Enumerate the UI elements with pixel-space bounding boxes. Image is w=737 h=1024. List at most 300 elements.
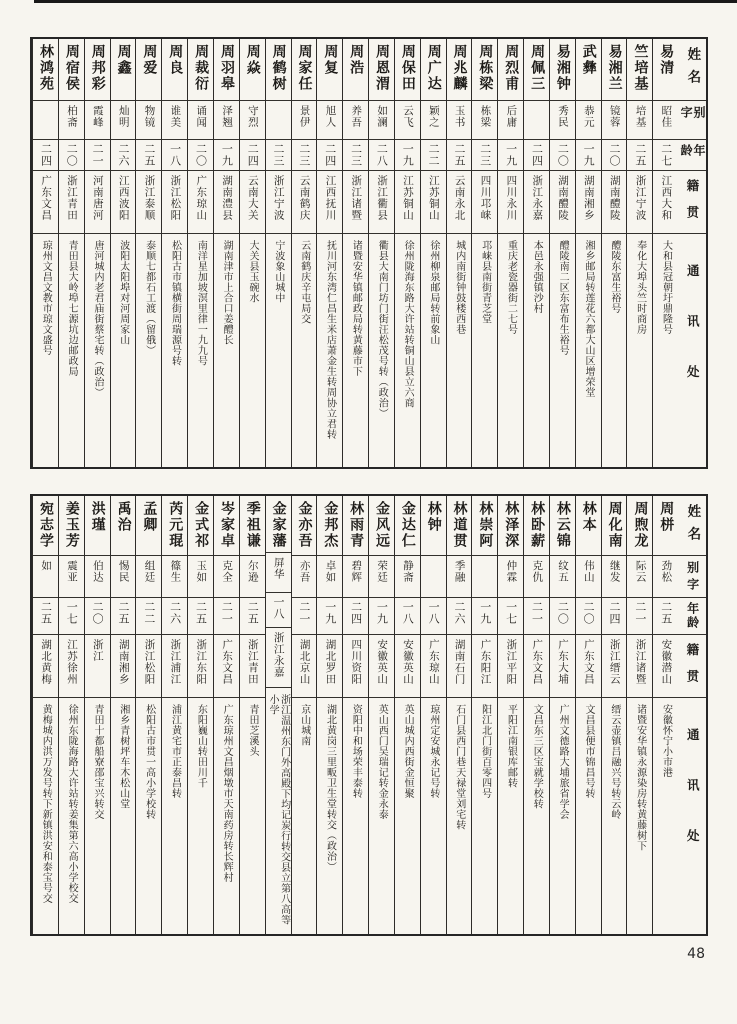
person-age: 二五 xyxy=(194,601,208,625)
person-age: 二〇 xyxy=(608,143,621,167)
person-courtesy-name: 尔逊 xyxy=(246,560,259,583)
person-age: 二四 xyxy=(246,143,260,167)
person-column xyxy=(135,496,161,934)
person-age: 一九 xyxy=(504,143,518,167)
person-name: 周羽皋 xyxy=(218,44,235,92)
person-column xyxy=(265,39,291,467)
person-name: 林崇阿 xyxy=(477,501,494,549)
person-address: 诸暨安华镇永源染房转黄藤树下 xyxy=(634,704,646,851)
person-column xyxy=(497,39,523,467)
person-address: 浙江温州东门外高殿下均记炭行转交县立第八高等小学 xyxy=(267,694,290,926)
person-age: 二一 xyxy=(220,601,234,625)
person-courtesy-name: 谁美 xyxy=(169,105,182,128)
person-address: 英山城内西街金恒聚 xyxy=(402,704,414,799)
person-address: 宁波象山城中 xyxy=(272,240,284,303)
person-column xyxy=(368,39,394,467)
person-address: 唐河城内老君庙街蔡宅转（政治） xyxy=(91,240,103,398)
page-top-rule xyxy=(34,0,737,3)
header-native-place: 籍贯 xyxy=(684,643,700,696)
person-courtesy-name: 荣廷 xyxy=(376,560,389,583)
person-courtesy-name: 诵闻 xyxy=(195,105,208,128)
person-column xyxy=(342,39,368,467)
person-column xyxy=(213,39,239,467)
person-column xyxy=(265,496,291,934)
person-age: 二五 xyxy=(39,601,53,625)
person-column xyxy=(84,496,110,934)
person-column xyxy=(58,496,84,934)
person-name: 金式祁 xyxy=(193,501,210,549)
person-name: 易湘钟 xyxy=(554,44,571,92)
person-address: 大关县玉碗水 xyxy=(247,240,258,303)
person-native-place: 浙江 xyxy=(91,639,104,662)
person-name: 易湘兰 xyxy=(606,44,623,92)
person-courtesy-name: 屏华 xyxy=(272,557,285,581)
directory-table-top xyxy=(30,37,708,469)
person-address: 松阳古市贯一高小学校转 xyxy=(143,704,155,820)
person-name: 林鸿苑 xyxy=(38,44,55,92)
person-name: 金邦杰 xyxy=(322,501,339,549)
person-name: 周佩三 xyxy=(529,44,546,92)
person-column xyxy=(575,39,601,467)
person-native-place: 浙江诸暨 xyxy=(634,639,647,685)
person-name: 周浩 xyxy=(348,44,365,76)
person-native-place: 浙江青田 xyxy=(66,175,78,221)
person-age: 二〇 xyxy=(65,143,79,167)
person-native-place: 广东文昌 xyxy=(40,175,53,221)
person-age: 一九 xyxy=(323,601,337,625)
person-name: 周鑫 xyxy=(115,44,132,76)
person-courtesy-name: 继发 xyxy=(608,560,621,583)
person-name: 周烈甫 xyxy=(503,44,520,92)
person-native-place: 江西抚川 xyxy=(324,175,337,221)
person-courtesy-name: 培基 xyxy=(634,105,647,128)
person-address: 邛崃县南街青芝堂 xyxy=(479,240,491,324)
page-number: 48 xyxy=(687,946,705,962)
person-column xyxy=(316,496,342,934)
person-native-place: 广东阳江 xyxy=(479,639,492,685)
person-courtesy-name: 伟山 xyxy=(582,560,595,583)
person-address: 醴陵南二区东富布生裕号 xyxy=(557,240,569,356)
person-name: 金达仁 xyxy=(399,501,416,549)
person-name: 周广达 xyxy=(425,44,442,92)
person-age: 二五 xyxy=(116,601,130,625)
person-name: 周家任 xyxy=(296,44,313,92)
person-age: 一八 xyxy=(427,601,441,625)
person-column xyxy=(291,496,317,934)
person-column xyxy=(549,39,575,467)
person-age: 二〇 xyxy=(582,601,596,625)
person-name: 周化南 xyxy=(606,501,623,549)
person-courtesy-name: 养吾 xyxy=(350,105,363,128)
person-column xyxy=(187,39,213,467)
person-address: 大和县冠朝圩鼎隆号 xyxy=(660,240,672,335)
person-column xyxy=(110,496,136,934)
person-age: 二〇 xyxy=(556,601,570,625)
person-native-place: 江苏徐州 xyxy=(66,639,78,685)
person-address: 湘乡邮局转莲花六都大山区增荣堂 xyxy=(582,240,594,398)
person-native-place: 四川邛崃 xyxy=(479,175,492,221)
person-name: 金亦吾 xyxy=(296,501,313,549)
person-address: 英山西门吴瑞记转金永泰 xyxy=(376,704,388,820)
person-age: 一八 xyxy=(401,601,415,625)
person-name: 林道贯 xyxy=(451,501,468,549)
person-age: 一八 xyxy=(272,596,286,621)
person-native-place: 云南大关 xyxy=(246,175,259,221)
person-courtesy-name: 碧辉 xyxy=(350,560,363,583)
person-name: 禹治 xyxy=(115,501,132,533)
person-age: 二一 xyxy=(633,601,647,625)
person-column xyxy=(601,39,627,467)
person-age: 二六 xyxy=(452,601,466,625)
person-native-place: 广东大埔 xyxy=(557,639,570,685)
person-native-place: 浙江永嘉 xyxy=(272,632,285,679)
person-courtesy-name: 云飞 xyxy=(401,105,414,128)
person-courtesy-name: 静斋 xyxy=(401,560,414,583)
person-native-place: 浙江平阳 xyxy=(505,639,518,685)
person-age: 二三 xyxy=(349,143,363,167)
person-address: 徐州陇海东路大许站转铜山县立六商 xyxy=(402,240,414,408)
header-age: 年龄 xyxy=(679,144,706,158)
person-name: 岑家卓 xyxy=(218,501,235,549)
person-native-place: 江西波阳 xyxy=(117,175,130,221)
header-column xyxy=(678,496,706,934)
person-native-place: 浙江永嘉 xyxy=(531,175,544,221)
person-age: 一七 xyxy=(65,601,79,625)
person-native-place: 浙江松阳 xyxy=(169,175,182,221)
person-native-place: 江苏铜山 xyxy=(427,175,440,221)
person-name: 周邦彩 xyxy=(89,44,106,92)
person-name: 林雨青 xyxy=(348,501,365,549)
person-address: 文昌东三区宝就学校转 xyxy=(531,704,543,809)
person-column xyxy=(213,496,239,934)
person-address: 平阳江南银库邮转 xyxy=(505,704,517,788)
person-name: 季祖谦 xyxy=(244,501,261,549)
person-native-place: 湖南澧县 xyxy=(221,175,234,221)
person-name: 易清 xyxy=(658,44,675,76)
person-name: 姜玉芳 xyxy=(63,501,80,549)
person-name: 周良 xyxy=(167,44,184,76)
person-name: 竺培基 xyxy=(632,44,649,92)
person-native-place: 浙江松阳 xyxy=(143,639,156,685)
person-address: 衢县大南门坊门街汪松茂号转（政治） xyxy=(376,240,388,419)
person-age: 二〇 xyxy=(91,601,105,625)
person-courtesy-name: 守烈 xyxy=(246,105,259,128)
header-age: 年龄 xyxy=(685,602,700,630)
person-column xyxy=(394,496,420,934)
person-age: 一八 xyxy=(168,143,182,167)
header-native-place: 籍贯 xyxy=(684,179,700,232)
person-native-place: 湖北黄梅 xyxy=(40,639,53,685)
person-age: 二五 xyxy=(452,143,466,167)
person-name: 林泽深 xyxy=(503,501,520,549)
person-native-place: 广东文昌 xyxy=(582,639,595,685)
person-native-place: 四川资阳 xyxy=(350,639,363,685)
person-column xyxy=(291,39,317,467)
person-age: 一九 xyxy=(582,143,596,167)
person-name: 周栋梁 xyxy=(477,44,494,92)
person-courtesy-name: 物镜 xyxy=(143,105,156,128)
person-courtesy-name: 栋梁 xyxy=(479,105,492,128)
person-name: 周恩渭 xyxy=(374,44,391,92)
person-name: 周煦龙 xyxy=(632,501,649,549)
person-native-place: 湖北罗田 xyxy=(324,639,337,685)
person-address: 资阳中和场荣丰泰转 xyxy=(350,704,362,799)
person-age: 二五 xyxy=(659,601,673,625)
person-native-place: 浙江诸暨 xyxy=(350,175,363,221)
person-address: 徐州柳泉邮局转前象山 xyxy=(427,240,439,345)
person-courtesy-name: 季融 xyxy=(453,560,466,583)
person-column xyxy=(497,496,523,934)
person-address: 缙云壶镇吕融兴号转云岭 xyxy=(608,704,620,820)
person-column xyxy=(342,496,368,934)
person-age: 二一 xyxy=(530,601,544,625)
person-address: 石门县西门巷天禄堂刘宅转 xyxy=(453,704,465,830)
person-column xyxy=(549,496,575,934)
person-column xyxy=(84,39,110,467)
person-native-place: 湖南湘乡 xyxy=(117,639,130,685)
person-column xyxy=(446,39,472,467)
person-address: 黄梅城内洪万发号转下新镇洪安和泰宝号交 xyxy=(40,704,52,904)
person-native-place: 湖南石门 xyxy=(453,639,466,685)
person-native-place: 浙江宁波 xyxy=(272,175,285,221)
person-native-place: 浙江宁波 xyxy=(634,175,647,221)
person-courtesy-name: 旭人 xyxy=(324,105,337,128)
person-native-place: 广东琼山 xyxy=(427,639,440,685)
person-courtesy-name: 际云 xyxy=(634,560,647,583)
person-column xyxy=(161,496,187,934)
person-age: 二四 xyxy=(39,143,53,167)
person-address: 城内南街钟鼓楼西巷 xyxy=(453,240,465,335)
person-age: 一九 xyxy=(375,601,389,625)
header-courtesy-name: 别字 xyxy=(685,561,700,595)
person-age: 二五 xyxy=(246,601,260,625)
person-name: 宛志学 xyxy=(38,501,55,549)
person-name: 周鹤树 xyxy=(270,44,287,92)
person-column xyxy=(523,39,549,467)
person-native-place: 广东琼山 xyxy=(195,175,208,221)
person-courtesy-name: 恭元 xyxy=(582,105,595,128)
person-address: 阳江北门街百零四号 xyxy=(479,704,491,799)
person-courtesy-name: 灿明 xyxy=(117,105,130,128)
person-courtesy-name: 篠生 xyxy=(169,560,182,583)
person-column xyxy=(626,39,652,467)
person-column xyxy=(239,496,265,934)
person-name: 孟卿 xyxy=(141,501,158,533)
person-address: 广东琼州文昌烟墩市天南药房转长辉村 xyxy=(221,704,233,883)
person-address: 抚川河东湾仁昌生米店萧金生转周协立君转 xyxy=(324,240,336,440)
person-native-place: 安徽英山 xyxy=(376,639,389,685)
person-age: 二四 xyxy=(530,143,544,167)
person-native-place: 湖南湘乡 xyxy=(582,175,595,221)
person-courtesy-name: 惕民 xyxy=(117,560,130,583)
person-native-place: 湖南醴陵 xyxy=(608,175,621,221)
person-courtesy-name: 震亚 xyxy=(66,560,78,583)
person-column xyxy=(471,496,497,934)
person-address: 泰顺七都石工渡（留俄） xyxy=(143,240,155,356)
person-address: 诸暨安华镇邮政局转黄藤市下 xyxy=(350,240,362,377)
person-address: 安徽怀宁小市港 xyxy=(660,704,672,778)
person-courtesy-name: 伯达 xyxy=(91,560,104,583)
person-column xyxy=(626,496,652,934)
person-age: 二〇 xyxy=(194,143,208,167)
person-address: 重庆老瓷器街二七号 xyxy=(505,240,517,335)
person-native-place: 浙江泰顺 xyxy=(143,175,156,221)
person-column xyxy=(420,39,446,467)
person-column xyxy=(135,39,161,467)
person-native-place: 河南唐河 xyxy=(91,175,104,221)
person-age: 一九 xyxy=(401,143,415,167)
person-native-place: 江西大和 xyxy=(660,175,673,221)
person-address: 广州文德路大埔旅省学会 xyxy=(557,704,569,820)
person-courtesy-name: 劲松 xyxy=(660,560,673,583)
person-address: 奉化大埠头竺时商房 xyxy=(634,240,646,335)
person-age: 二七 xyxy=(659,143,673,167)
person-courtesy-name: 如澜 xyxy=(376,105,389,128)
person-native-place: 安徽英山 xyxy=(401,639,414,685)
person-column xyxy=(32,496,58,934)
person-age: 二五 xyxy=(142,143,156,167)
person-name: 周爱 xyxy=(141,44,158,76)
person-age: 二〇 xyxy=(556,143,570,167)
person-address: 东阳巍山转田川千 xyxy=(195,704,207,788)
person-name: 林卧薪 xyxy=(529,501,546,549)
person-age: 二二 xyxy=(427,143,441,167)
header-courtesy-name: 别字 xyxy=(679,106,706,123)
person-age: 二二 xyxy=(142,601,156,625)
person-name: 洪瑾 xyxy=(89,501,106,533)
person-age: 二六 xyxy=(168,601,182,625)
person-courtesy-name: 克全 xyxy=(221,560,234,583)
person-native-place: 浙江衢县 xyxy=(376,175,389,221)
person-native-place: 湖南醴陵 xyxy=(557,175,570,221)
person-name: 林云锦 xyxy=(554,501,571,549)
person-name: 林本 xyxy=(580,501,597,533)
person-native-place: 四川永川 xyxy=(505,175,518,221)
person-column xyxy=(161,39,187,467)
person-native-place: 广东文昌 xyxy=(531,639,544,685)
person-name: 周裁衍 xyxy=(193,44,210,92)
person-address: 徐州东陇海路大许站转姜集第六高小学校交 xyxy=(66,704,78,904)
person-column xyxy=(420,496,446,934)
person-address: 文昌县便市锦昌号转 xyxy=(582,704,594,799)
person-address: 醴陵东富生裕号 xyxy=(608,240,620,314)
person-courtesy-name: 颖之 xyxy=(427,105,440,128)
person-column xyxy=(652,496,678,934)
person-column xyxy=(523,496,549,934)
person-column xyxy=(368,496,394,934)
person-native-place: 浙江青田 xyxy=(246,639,259,685)
person-name: 周栟 xyxy=(658,501,675,533)
person-courtesy-name: 霞峰 xyxy=(91,105,104,128)
person-age: 二八 xyxy=(375,143,389,167)
person-address: 湖北黄岗三里畈卫生堂转交（政治） xyxy=(324,704,336,872)
person-native-place: 云南永北 xyxy=(453,175,466,221)
person-name: 周复 xyxy=(322,44,339,76)
person-name: 武彝 xyxy=(580,44,597,76)
person-courtesy-name: 仲霖 xyxy=(505,560,518,583)
person-age: 二三 xyxy=(272,143,286,167)
person-address: 松阳古市镇横街周瑞源号转 xyxy=(169,240,181,366)
person-courtesy-name: 如 xyxy=(40,560,53,572)
person-address: 湖南津市上合口姜醴长 xyxy=(221,240,233,345)
person-courtesy-name: 柏斋 xyxy=(66,105,78,128)
person-courtesy-name: 泽翘 xyxy=(221,105,234,128)
person-age: 一七 xyxy=(504,601,518,625)
person-courtesy-name: 克仇 xyxy=(531,560,544,583)
person-name: 金风远 xyxy=(374,501,391,549)
person-native-place: 广东文昌 xyxy=(221,639,234,685)
person-column xyxy=(110,39,136,467)
person-name: 金家藩 xyxy=(270,501,287,549)
header-name: 姓名 xyxy=(684,47,701,92)
person-name: 芮元琨 xyxy=(167,501,184,549)
person-age: 二三 xyxy=(297,143,311,167)
person-native-place: 云南鹤庆 xyxy=(298,175,311,221)
person-courtesy-name: 秀民 xyxy=(557,105,570,128)
directory-table-bottom xyxy=(30,494,708,936)
header-address: 通讯处 xyxy=(685,728,701,880)
person-age: 二四 xyxy=(323,143,337,167)
person-column xyxy=(187,496,213,934)
person-address: 青田县大岭埠七源坑边邮政局 xyxy=(66,240,78,377)
person-courtesy-name: 亦吾 xyxy=(298,560,311,583)
person-age: 二六 xyxy=(116,143,130,167)
header-address: 通讯处 xyxy=(685,264,701,416)
person-native-place: 浙江东阳 xyxy=(195,639,208,685)
person-address: 云南鹤庆辛屯局交 xyxy=(298,240,310,324)
person-age: 一九 xyxy=(478,601,492,625)
person-native-place: 安徽潜山 xyxy=(660,639,673,685)
person-column xyxy=(316,39,342,467)
person-courtesy-name: 组廷 xyxy=(143,560,156,583)
person-age: 二四 xyxy=(349,601,363,625)
person-address: 京山城南 xyxy=(298,704,310,746)
person-name: 周焱 xyxy=(244,44,261,76)
person-column xyxy=(601,496,627,934)
person-courtesy-name: 卓如 xyxy=(324,560,337,583)
person-name: 周宿侯 xyxy=(63,44,80,92)
person-address: 琼州定安城永记号转 xyxy=(427,704,439,799)
person-name: 周保田 xyxy=(399,44,416,92)
person-age: 二四 xyxy=(608,601,621,625)
person-courtesy-name: 后庸 xyxy=(505,105,518,128)
person-age: 二三 xyxy=(478,143,492,167)
person-courtesy-name: 纹五 xyxy=(557,560,570,583)
person-address: 波阳太阳埠对河周家山 xyxy=(117,240,129,345)
person-native-place: 江苏铜山 xyxy=(401,175,414,221)
person-address: 湘乡青树坪车木松山堂 xyxy=(117,704,129,809)
person-column xyxy=(471,39,497,467)
person-courtesy-name: 镜蓉 xyxy=(608,105,621,128)
header-column xyxy=(678,39,706,467)
person-column xyxy=(446,496,472,934)
person-courtesy-name: 昭佳 xyxy=(660,105,673,128)
person-age: 二一 xyxy=(91,143,105,167)
person-age: 一九 xyxy=(220,143,234,167)
person-native-place: 浙江浦江 xyxy=(169,639,182,685)
person-address: 青田十都船寮邵宝兴转交 xyxy=(91,704,103,820)
person-column xyxy=(575,496,601,934)
person-native-place: 湖北京山 xyxy=(298,639,311,685)
person-courtesy-name: 玉如 xyxy=(195,560,208,583)
person-name: 周兆麟 xyxy=(451,44,468,92)
person-column xyxy=(239,39,265,467)
person-address: 青田芝溪头 xyxy=(247,704,258,757)
person-native-place: 浙江缙云 xyxy=(608,639,621,685)
person-age: 二五 xyxy=(633,143,647,167)
person-courtesy-name: 玉书 xyxy=(453,105,466,128)
person-address: 本邑永强镇沙村 xyxy=(531,240,543,314)
